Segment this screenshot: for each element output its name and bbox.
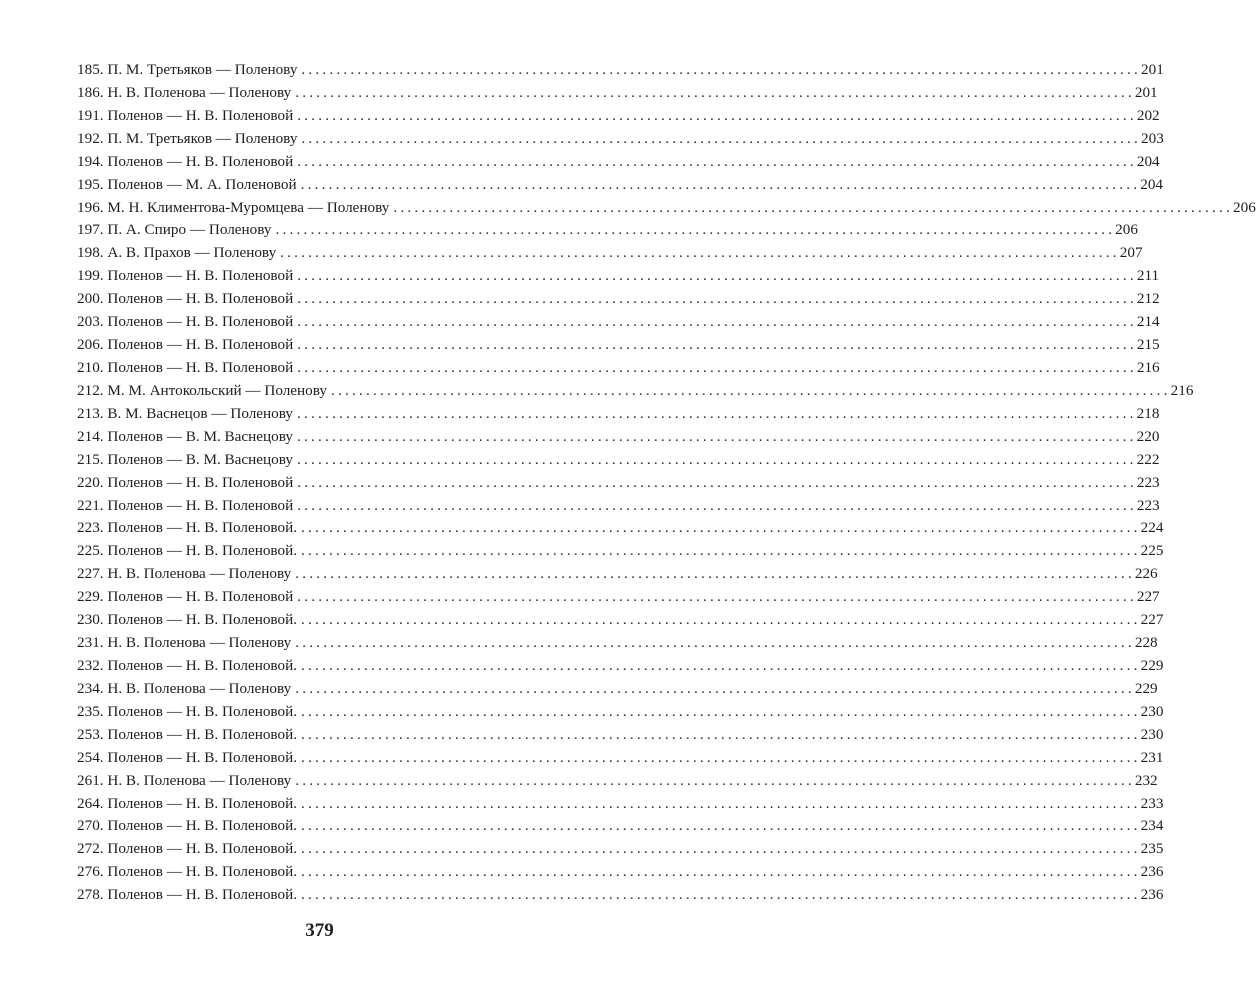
toc-entry [77, 747, 1164, 770]
toc-entry-page: 234 [1140, 817, 1164, 835]
toc-entry-page: 223 [1136, 473, 1160, 491]
dot-leader: ........................................................................................................................ [301, 519, 1141, 537]
toc-entry [77, 426, 1160, 449]
toc-entry [77, 311, 1160, 334]
toc-entry-page: 201 [1141, 61, 1164, 78]
dot-leader: ........................................................................................................................ [297, 267, 1137, 285]
toc-entry-page: 207 [1119, 244, 1143, 262]
dot-leader: ........................................................................................................................ [301, 61, 1142, 78]
toc-entry-page: 236 [1140, 863, 1164, 881]
toc-entry [77, 540, 1164, 563]
toc-entry [77, 105, 1160, 128]
toc-entry [77, 151, 1160, 174]
toc-entry-title: 230. Поленов — Н. В. Поленовой. [77, 611, 298, 629]
toc-entry-title: 186. Н. В. Поленова — Поленову [77, 83, 292, 101]
toc-entry-title: 206. Поленов — Н. В. Поленовой [77, 336, 294, 354]
toc-entry-page: 220 [1136, 427, 1160, 445]
dot-leader: ........................................................................................................................ [297, 496, 1137, 514]
toc-entry-title: 210. Поленов — Н. В. Поленовой [77, 358, 294, 376]
toc-entry-page: 228 [1134, 634, 1158, 652]
toc-entry [77, 609, 1164, 632]
toc-entry-page: 202 [1136, 106, 1160, 124]
toc-entry [77, 59, 1164, 82]
dot-leader: ........................................................................................................................ [297, 404, 1137, 422]
toc-entry [77, 403, 1160, 426]
toc-entry-page: 230 [1140, 702, 1164, 720]
toc-entry [77, 82, 1158, 105]
dot-leader: ........................................................................................................................ [301, 702, 1141, 720]
toc-entry-title: 278. Поленов — Н. В. Поленовой. [77, 886, 298, 904]
dot-leader: ........................................................................................................................ [301, 611, 1141, 629]
toc-entry-title: 221. Поленов — Н. В. Поленовой [77, 496, 294, 514]
toc-entry-page: 201 [1134, 83, 1158, 101]
toc-entry [77, 793, 1164, 816]
dot-leader: ........................................................................................................................ [297, 588, 1137, 606]
dot-leader: ........................................................................................................................ [301, 748, 1141, 766]
dot-leader: ........................................................................................................................ [301, 725, 1141, 743]
toc-entry-title: 199. Поленов — Н. В. Поленовой [77, 267, 294, 285]
toc-entry-page: 224 [1140, 519, 1164, 537]
toc-entry [77, 586, 1160, 609]
toc-entry-page: 204 [1140, 175, 1163, 193]
toc-entry [77, 678, 1158, 701]
dot-leader: ........................................................................................................................ [297, 358, 1137, 376]
toc-entry [77, 655, 1164, 678]
dot-leader: ........................................................................................................................ [297, 473, 1137, 491]
toc-entry [77, 174, 1163, 197]
toc-entry [77, 449, 1160, 472]
toc-entry-title: 194. Поленов — Н. В. Поленовой [77, 152, 294, 170]
toc-entry-page: 223 [1136, 496, 1160, 514]
toc-entry-page: 230 [1140, 725, 1164, 743]
toc-entry-page: 225 [1140, 542, 1164, 560]
toc-entry-title: 272. Поленов — Н. В. Поленовой. [77, 840, 298, 858]
toc-entry-page: 227 [1140, 611, 1164, 629]
toc-entry [77, 770, 1158, 793]
toc-entry-page: 203 [1141, 129, 1164, 147]
toc-entry-page: 215 [1136, 336, 1160, 354]
toc-entry [77, 288, 1160, 311]
toc-entry-title: 254. Поленов — Н. В. Поленовой. [77, 748, 298, 766]
toc-entry [77, 265, 1160, 288]
toc-entry-title: 229. Поленов — Н. В. Поленовой [77, 588, 294, 606]
toc-entry-title: 195. Поленов — М. А. Поленовой [77, 175, 297, 193]
toc-entry-page: 232 [1134, 771, 1158, 789]
toc-entry [77, 334, 1160, 357]
toc-entry-title: 270. Поленов — Н. В. Поленовой. [77, 817, 298, 835]
dot-leader: ........................................................................................................................ [297, 152, 1137, 170]
toc-entry-title: 220. Поленов — Н. В. Поленовой [77, 473, 294, 491]
toc-entry-page: 222 [1136, 450, 1160, 468]
toc-entry [77, 815, 1164, 838]
dot-leader: ........................................................................................................................ [301, 794, 1141, 812]
dot-leader: ........................................................................................................................ [280, 244, 1120, 262]
toc-entry-title: 198. А. В. Прахов — Поленову [77, 244, 277, 262]
dot-leader: ........................................................................................................................ [295, 634, 1135, 652]
toc-entry-title: 261. Н. В. Поленова — Поленову [77, 771, 292, 789]
toc-entry-title: 231. Н. В. Поленова — Поленову [77, 634, 292, 652]
toc-entry-title: 227. Н. В. Поленова — Поленову [77, 565, 292, 583]
dot-leader: ........................................................................................................................ [301, 817, 1141, 835]
toc-entry-title: 185. П. М. Третьяков — Поленову [77, 61, 298, 78]
dot-leader: ........................................................................................................................ [297, 336, 1137, 354]
dot-leader: ........................................................................................................................ [297, 450, 1137, 468]
toc-entry-title: 235. Поленов — Н. В. Поленовой. [77, 702, 298, 720]
toc-entry-title: 213. В. М. Васнецов — Поленову [77, 404, 293, 422]
toc-entry-title: 225. Поленов — Н. В. Поленовой. [77, 542, 298, 560]
page-number: 379 [305, 920, 334, 941]
dot-leader: ........................................................................................................................ [301, 542, 1141, 560]
toc-entry-title: 214. Поленов — В. М. Васнецову [77, 427, 293, 445]
dot-leader: ........................................................................................................................ [301, 656, 1141, 674]
toc-entry-page: 216 [1170, 381, 1194, 399]
dot-leader: ........................................................................................................................ [301, 840, 1141, 858]
dot-leader: ........................................................................................................................ [295, 83, 1135, 101]
toc-entry-page: 229 [1140, 656, 1164, 674]
toc-entry-page: 212 [1136, 290, 1160, 308]
toc-entry-title: 200. Поленов — Н. В. Поленовой [77, 290, 294, 308]
toc-entry-title: 196. М. Н. Климентова-Муромцева — Поленову [77, 198, 390, 216]
toc-entry-page: 211 [1136, 267, 1160, 285]
toc-entry [77, 472, 1160, 495]
toc-entry-page: 227 [1136, 588, 1160, 606]
toc-entry-page: 204 [1136, 152, 1160, 170]
toc-entry-title: 191. Поленов — Н. В. Поленовой [77, 106, 294, 124]
toc-entry [77, 128, 1164, 151]
toc-entry-title: 232. Поленов — Н. В. Поленовой. [77, 656, 298, 674]
toc-entry [77, 357, 1160, 380]
toc-entry [77, 861, 1164, 884]
toc-entry-page: 218 [1136, 404, 1160, 422]
toc-entry-title: 234. Н. В. Поленова — Поленову [77, 679, 292, 697]
toc-entry-page: 216 [1136, 358, 1160, 376]
dot-leader: ........................................................................................................................ [297, 290, 1137, 308]
dot-leader: ........................................................................................................................ [301, 129, 1142, 147]
dot-leader: ........................................................................................................................ [297, 313, 1137, 331]
toc-entry-title: 197. П. А. Спиро — Поленову [77, 221, 272, 239]
toc-entry [77, 197, 1256, 220]
dot-leader: ........................................................................................................................ [295, 679, 1135, 697]
toc-entry [77, 563, 1158, 586]
toc-entry-title: 276. Поленов — Н. В. Поленовой. [77, 863, 298, 881]
toc-entry [77, 701, 1164, 724]
toc-entry [77, 632, 1158, 655]
toc-entry [77, 517, 1164, 540]
toc-entry-page: 206 [1115, 221, 1138, 239]
toc-entry [77, 884, 1164, 907]
toc-entry [77, 724, 1164, 747]
dot-leader: ........................................................................................................................ [297, 106, 1137, 124]
toc-entry-page: 231 [1140, 748, 1164, 766]
toc-entry-page: 236 [1140, 886, 1164, 904]
toc-entry-page: 214 [1136, 313, 1160, 331]
toc-entry-page: 235 [1140, 840, 1164, 858]
toc-entry-title: 253. Поленов — Н. В. Поленовой. [77, 725, 298, 743]
table-of-contents [77, 59, 1256, 907]
dot-leader: ........................................................................................................................ [295, 565, 1135, 583]
toc-entry-page: 206 [1233, 198, 1256, 216]
toc-entry-title: 203. Поленов — Н. В. Поленовой [77, 313, 294, 331]
dot-leader: ........................................................................................................................ [331, 381, 1171, 399]
dot-leader: ........................................................................................................................ [275, 221, 1116, 239]
dot-leader: ........................................................................................................................ [393, 198, 1234, 216]
dot-leader: ........................................................................................................................ [295, 771, 1135, 789]
dot-leader: ........................................................................................................................ [297, 427, 1137, 445]
dot-leader: ........................................................................................................................ [300, 175, 1141, 193]
toc-entry-title: 223. Поленов — Н. В. Поленовой. [77, 519, 298, 537]
toc-entry-page: 229 [1134, 679, 1158, 697]
toc-entry-title: 192. П. М. Третьяков — Поленову [77, 129, 298, 147]
toc-entry [77, 380, 1194, 403]
toc-entry-page: 233 [1140, 794, 1164, 812]
toc-entry [77, 242, 1143, 265]
toc-entry [77, 219, 1138, 242]
toc-entry-title: 212. М. М. Антокольский — Поленову [77, 381, 328, 399]
dot-leader: ........................................................................................................................ [301, 886, 1141, 904]
toc-entry-title: 215. Поленов — В. М. Васнецову [77, 450, 293, 468]
toc-entry [77, 495, 1160, 518]
toc-entry-page: 226 [1134, 565, 1158, 583]
toc-entry-title: 264. Поленов — Н. В. Поленовой. [77, 794, 298, 812]
dot-leader: ........................................................................................................................ [301, 863, 1141, 881]
toc-entry [77, 838, 1164, 861]
